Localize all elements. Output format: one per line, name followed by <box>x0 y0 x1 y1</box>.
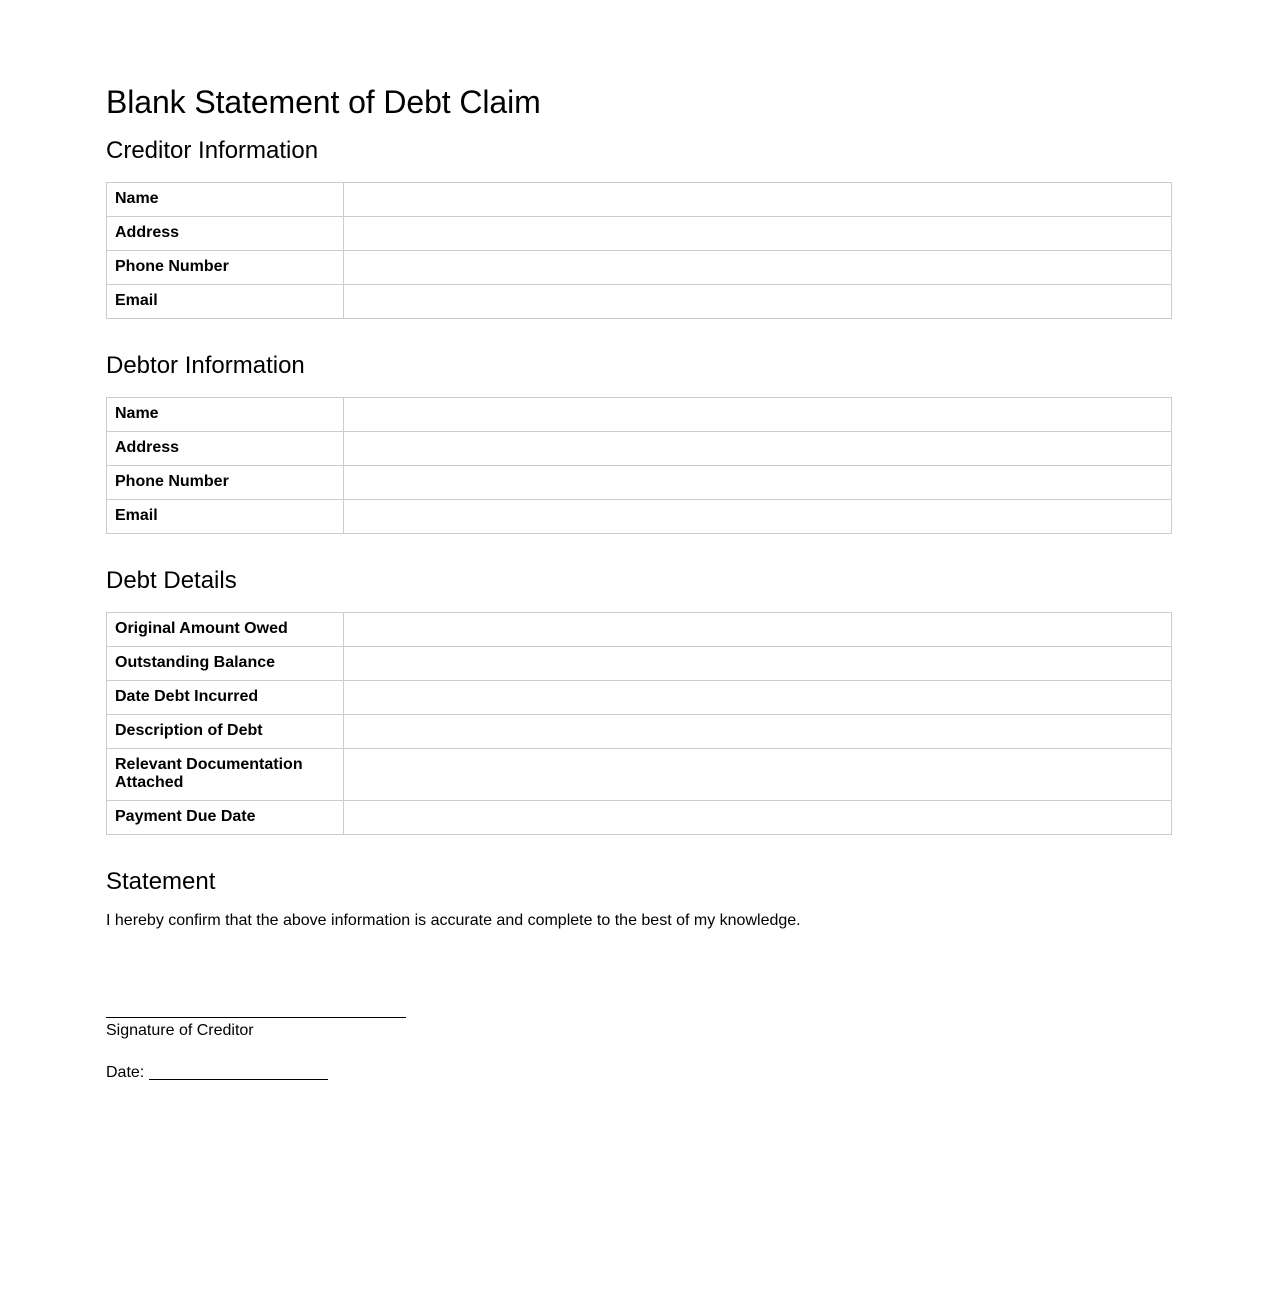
debtor-section-heading: Debtor Information <box>106 352 305 379</box>
signature-line[interactable] <box>106 1017 406 1018</box>
creditor-address-field[interactable] <box>344 217 1172 251</box>
statement-heading: Statement <box>106 868 216 895</box>
outstanding-balance-field[interactable] <box>344 647 1172 681</box>
table-row <box>107 647 1172 681</box>
creditor-phone-label: Phone Number <box>107 251 344 285</box>
table-row <box>107 681 1172 715</box>
table-row <box>107 398 1172 432</box>
debt-details-table <box>106 612 1172 835</box>
table-row <box>107 715 1172 749</box>
debtor-phone-field[interactable] <box>344 466 1172 500</box>
table-row <box>107 217 1172 251</box>
creditor-address-label: Address <box>107 217 344 251</box>
table-row <box>107 466 1172 500</box>
debtor-phone-label: Phone Number <box>107 466 344 500</box>
signature-label: Signature of Creditor <box>106 1022 254 1039</box>
original-amount-field[interactable] <box>344 613 1172 647</box>
creditor-email-label: Email <box>107 285 344 319</box>
date-incurred-label: Date Debt Incurred <box>107 681 344 715</box>
table-row <box>107 749 1172 801</box>
creditor-name-field[interactable] <box>344 183 1172 217</box>
payment-due-date-field[interactable] <box>344 801 1172 835</box>
debtor-name-field[interactable] <box>344 398 1172 432</box>
debtor-info-table <box>106 397 1172 534</box>
creditor-section-heading: Creditor Information <box>106 137 319 164</box>
debt-description-field[interactable] <box>344 715 1172 749</box>
date-line[interactable] <box>149 1063 328 1080</box>
table-row <box>107 251 1172 285</box>
date-label: Date: <box>106 1064 145 1081</box>
creditor-email-field[interactable] <box>344 285 1172 319</box>
date-incurred-field[interactable] <box>344 681 1172 715</box>
documentation-field[interactable] <box>344 749 1172 801</box>
debt-details-heading: Debt Details <box>106 567 237 594</box>
debtor-name-label: Name <box>107 398 344 432</box>
table-row <box>107 500 1172 534</box>
table-row <box>107 801 1172 835</box>
table-row <box>107 432 1172 466</box>
page-title: Blank Statement of Debt Claim <box>106 84 541 120</box>
date-row <box>106 1063 1172 1083</box>
creditor-name-label: Name <box>107 183 344 217</box>
table-row <box>107 285 1172 319</box>
payment-due-date-label: Payment Due Date <box>107 801 344 835</box>
debtor-email-field[interactable] <box>344 500 1172 534</box>
statement-text: I hereby confirm that the above information is accurate and complete to the best of my knowledge. <box>106 912 801 929</box>
debt-description-label: Description of Debt <box>107 715 344 749</box>
debtor-address-field[interactable] <box>344 432 1172 466</box>
debtor-address-label: Address <box>107 432 344 466</box>
table-row <box>107 183 1172 217</box>
table-row <box>107 613 1172 647</box>
outstanding-balance-label: Outstanding Balance <box>107 647 344 681</box>
original-amount-label: Original Amount Owed <box>107 613 344 647</box>
debtor-email-label: Email <box>107 500 344 534</box>
documentation-label: Relevant Documentation Attached <box>107 749 344 801</box>
creditor-info-table <box>106 182 1172 319</box>
creditor-phone-field[interactable] <box>344 251 1172 285</box>
